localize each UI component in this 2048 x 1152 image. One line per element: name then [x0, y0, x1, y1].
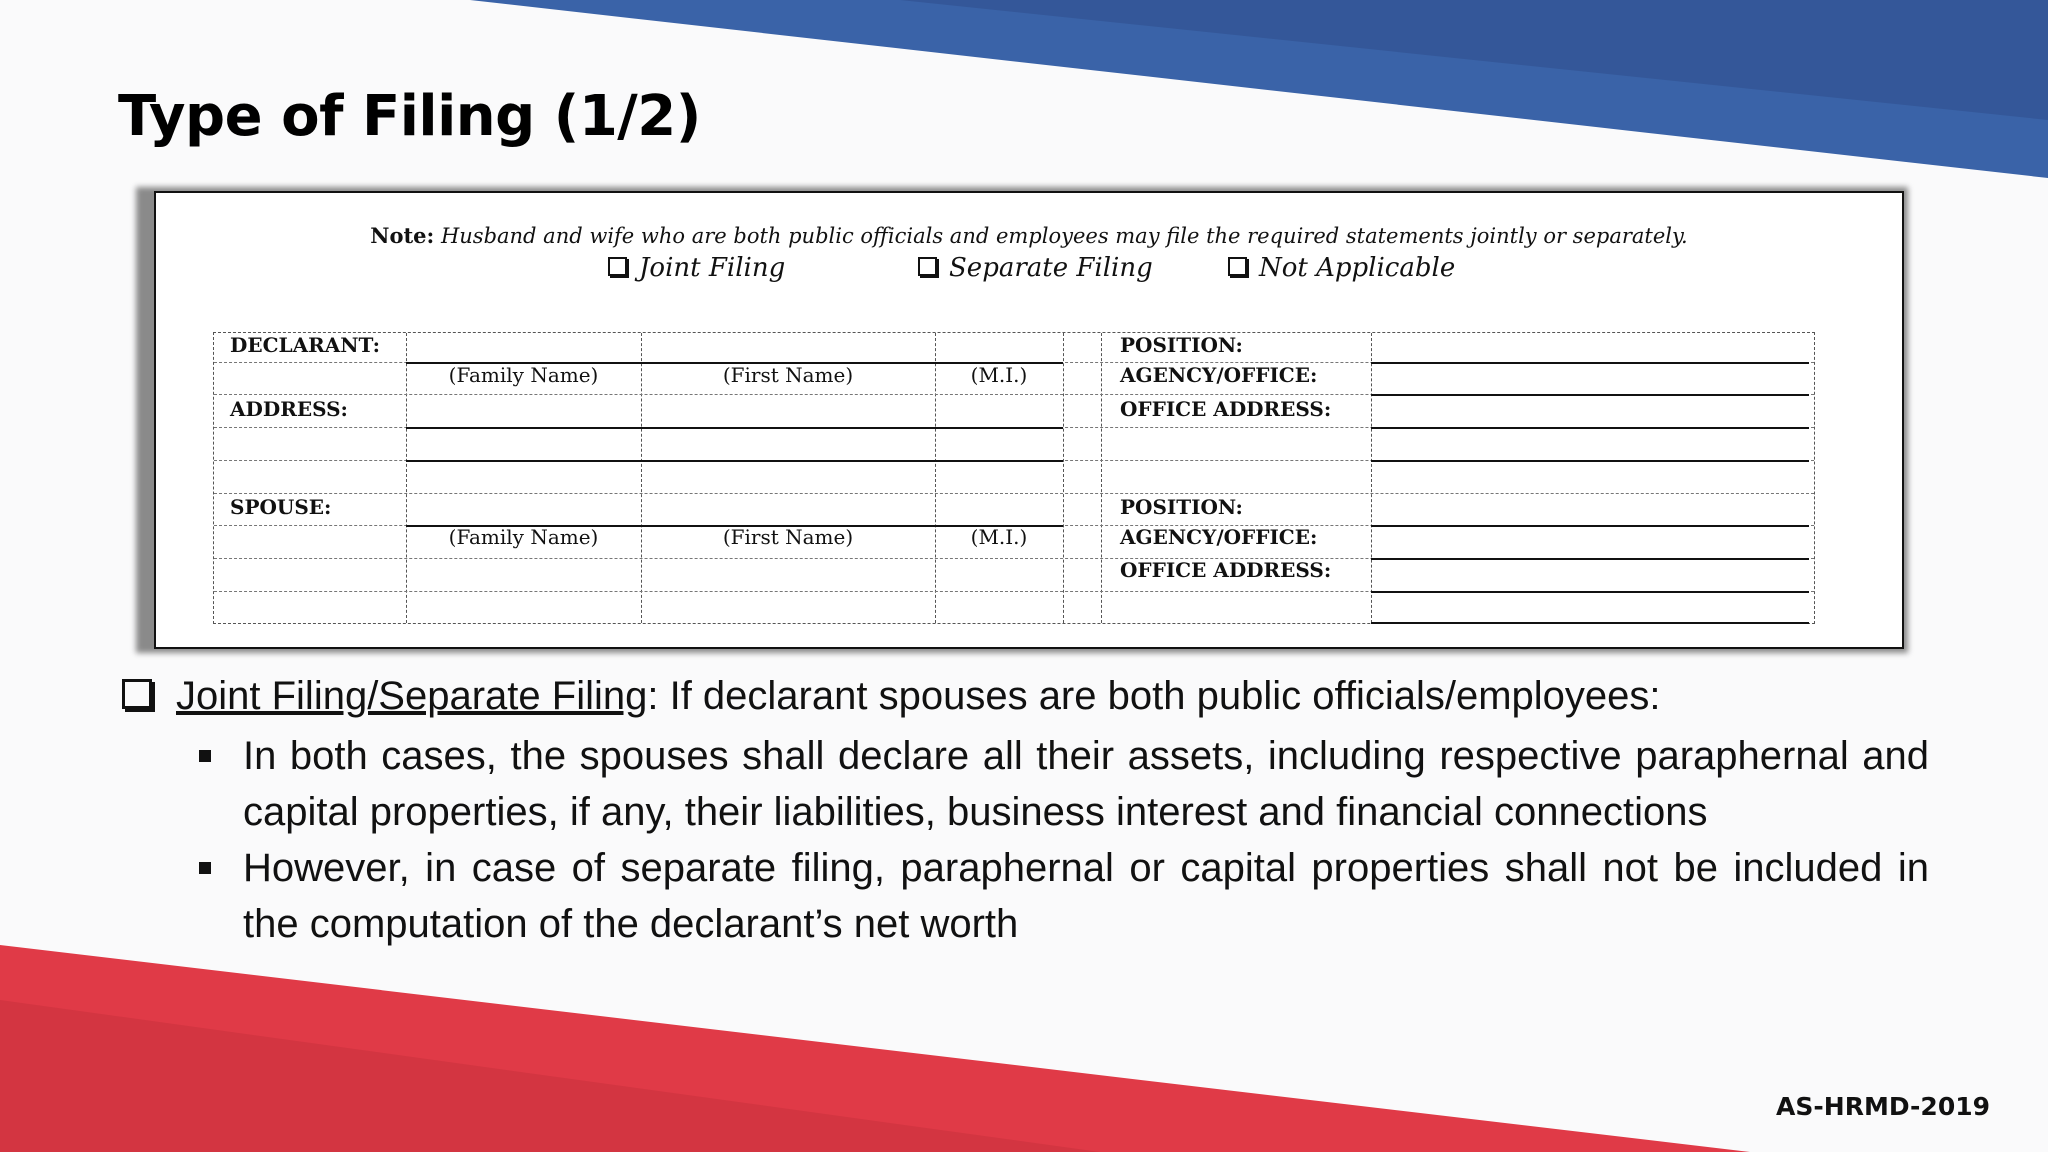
checkbox-joint-filing: Joint Filing	[608, 253, 785, 283]
checkbox-icon	[608, 257, 627, 276]
declarant-mi: (M.I.)	[970, 363, 1028, 387]
note-text: Husband and wife who are both public officials and employees may file the required statements jointly or separately.	[440, 224, 1688, 248]
address-label: ADDRESS:	[230, 397, 348, 421]
main-bullet-text: : If declarant spouses are both public officials/employees:	[647, 674, 1661, 718]
declarant-family-name: (Family Name)	[448, 363, 599, 387]
sub-bullet-2	[243, 840, 1929, 952]
checkbox-not-applicable: Not Applicable	[1228, 253, 1455, 283]
checkbox-bullet-icon	[122, 679, 152, 709]
spouse-first-name: (First Name)	[722, 525, 854, 549]
spouse-label: SPOUSE:	[230, 495, 332, 519]
spouse-agency-label: AGENCY/OFFICE:	[1120, 525, 1318, 549]
spouse-office-address-label: OFFICE ADDRESS:	[1120, 558, 1332, 582]
spouse-family-name: (Family Name)	[448, 525, 599, 549]
main-bullet-heading: Joint Filing/Separate Filing	[176, 674, 648, 718]
sub-bullet-1-text: In both cases, the spouses shall declare all their assets, including respective paraphernal and capital properties, if any, their liabilities, business interest and financial connections	[243, 734, 1929, 834]
square-bullet-icon	[199, 750, 211, 762]
checkbox-separate-filing: Separate Filing	[918, 253, 1153, 283]
declarant-first-name: (First Name)	[722, 363, 854, 387]
declarant-agency-label: AGENCY/OFFICE:	[1120, 363, 1318, 387]
declarant-grid	[213, 332, 1815, 624]
checkbox-icon	[1228, 257, 1247, 276]
checkbox-icon	[918, 257, 937, 276]
form-note	[156, 223, 1902, 248]
spouse-mi: (M.I.)	[970, 525, 1028, 549]
square-bullet-icon	[199, 862, 211, 874]
footer-code: AS-HRMD-2019	[1776, 1092, 1990, 1121]
form-image	[154, 191, 1904, 649]
spouse-position-label: POSITION:	[1120, 495, 1243, 519]
declarant-position-label: POSITION:	[1120, 333, 1243, 357]
main-bullet	[122, 674, 1942, 719]
declarant-label: DECLARANT:	[230, 333, 381, 357]
declarant-office-address-label: OFFICE ADDRESS:	[1120, 397, 1332, 421]
sub-bullet-2-text: However, in case of separate filing, paraphernal or capital properties shall not be included in the computation of the declarant’s net worth	[243, 846, 1929, 946]
note-label: Note:	[370, 223, 435, 248]
sub-bullet-1	[243, 728, 1929, 840]
page-title: Type of Filing (1/2)	[118, 84, 701, 149]
